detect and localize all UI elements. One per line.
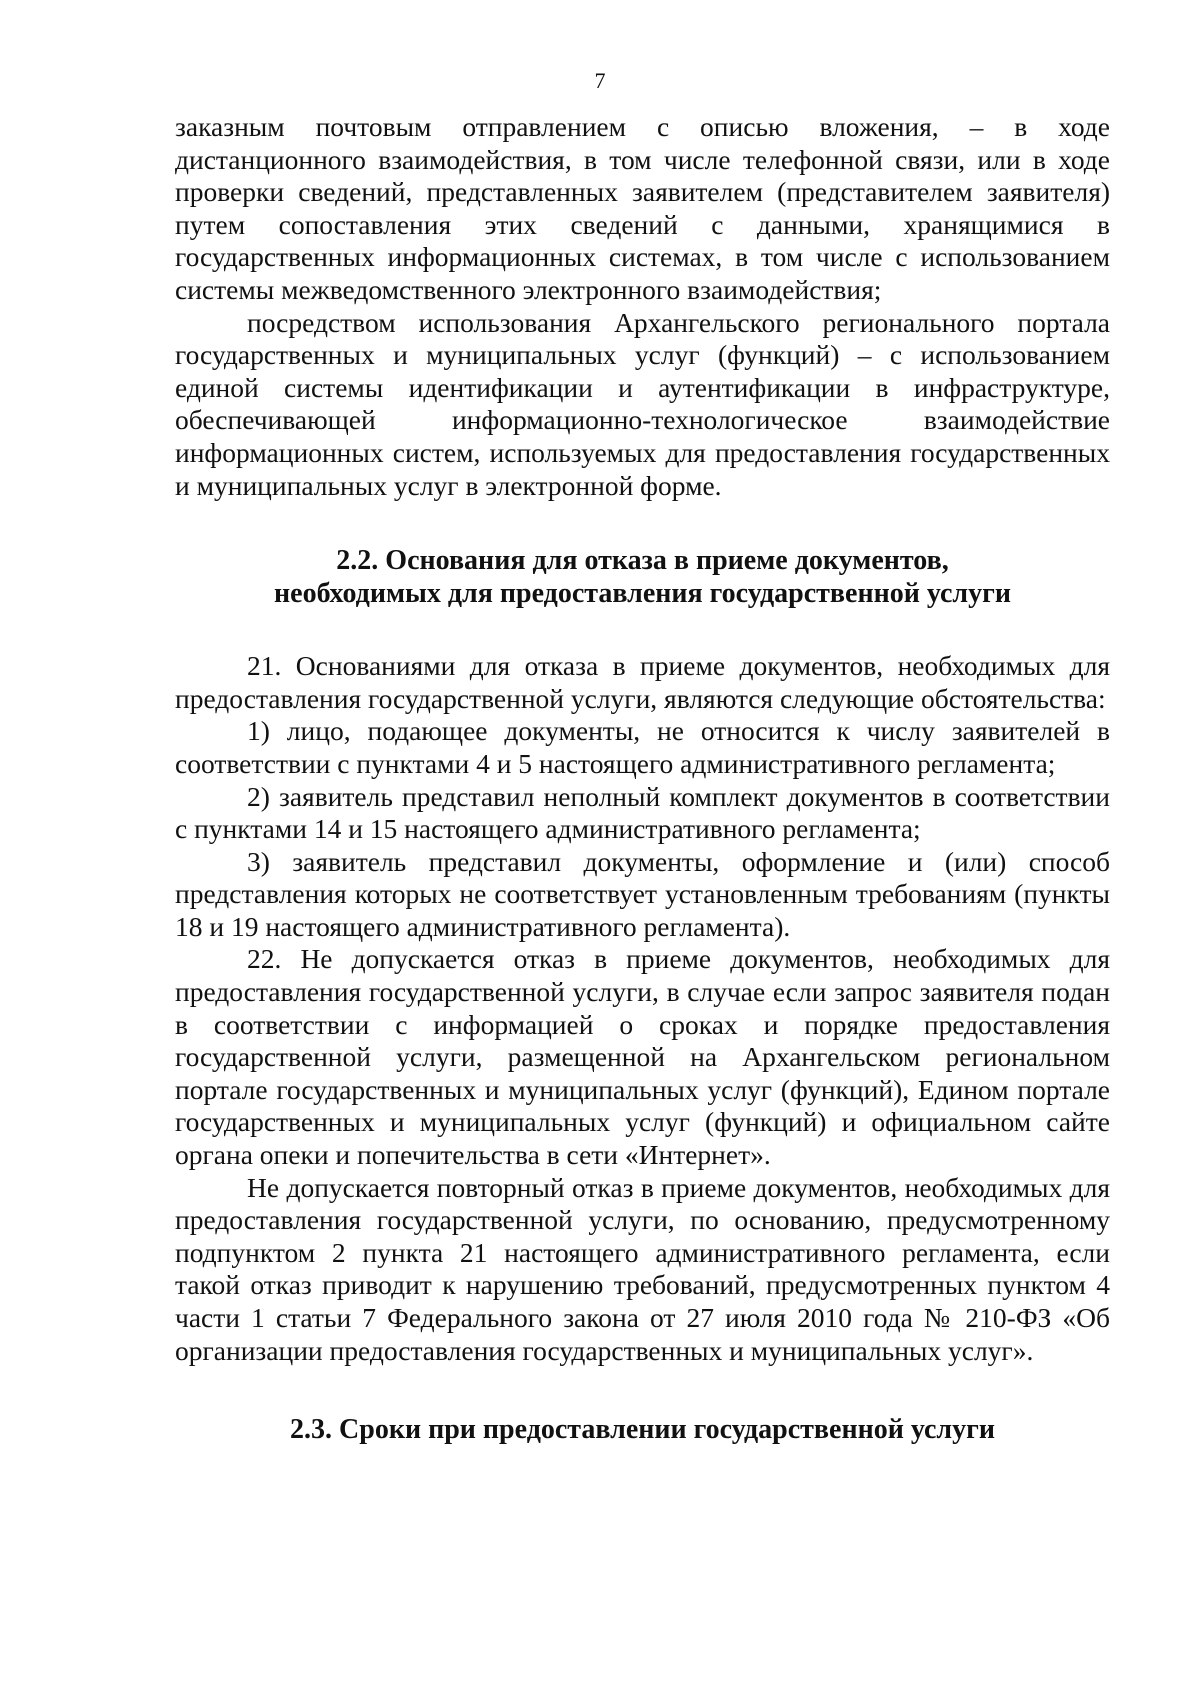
section-heading-2-2-line2: необходимых для предоставления государственной услуги: [274, 578, 1011, 610]
paragraph-21-item-1: 1) лицо, подающее документы, не относится к числу заявителей в соответствии с пунктами 4 и 5 настоящего административного регламента;: [175, 715, 1110, 779]
document-body: [175, 111, 1110, 1446]
paragraph-22: 22. Не допускается отказ в приеме документов, необходимых для предоставления государственной услуги, в случае если запрос заявителя подан в соответствии с информацией о сроках и порядке предоставления государственной услуги, размещенной на Архангельском региональном портале государственных и муниципальных услуг (функций), Едином портале государственных и муниципальных услуг (функций) и официальном сайте органа опеки и попечительства в сети «Интернет».: [175, 943, 1110, 1171]
paragraph-21: 21. Основаниями для отказа в приеме документов, необходимых для предоставления государственной услуги, являются следующие обстоятельства:: [175, 650, 1110, 714]
page-number: 7: [594, 68, 606, 93]
section-heading-2-2: [175, 544, 1110, 610]
paragraph-portal: посредством использования Архангельского регионального портала государственных и муниципальных услуг (функций) – с использованием единой системы идентификации и аутентификации в инфраструктуре, обеспечивающей информационно-технологическое взаимодействие информационных систем, используемых для предоставления государственных и муниципальных услуг в электронной форме.: [175, 306, 1110, 501]
paragraph-21-item-2: 2) заявитель представил неполный комплект документов в соответствии с пунктами 14 и 15 настоящего административного регламента;: [175, 780, 1110, 845]
section-heading-2-3: 2.3. Сроки при предоставлении государственной услуги: [290, 1414, 995, 1446]
paragraph-continuation: заказным почтовым отправлением с описью вложения, – в ходе дистанционного взаимодействия, в том числе телефонной связи, или в ходе проверки сведений, представленных заявителем (представителем заявителя) путем сопоставления этих сведений с данными, хранящимися в государственных информационных системах, в том числе с использованием системы межведомственного электронного взаимодействия;: [175, 111, 1110, 305]
paragraph-21-item-3: 3) заявитель представил документы, оформление и (или) способ представления которых не соответствует установленным требованиям (пункты 18 и 19 настоящего административного регламента).: [175, 845, 1110, 942]
section-heading-2-2-line1: 2.2. Основания для отказа в приеме документов,: [336, 545, 949, 577]
paragraph-22-repeat-refusal: Не допускается повторный отказ в приеме документов, необходимых для предоставления государственной услуги, по основанию, предусмотренному подпунктом 2 пункта 21 настоящего административного регламента, если такой отказ приводит к нарушению требований, предусмотренных пунктом 4 части 1 статьи 7 Федерального закона от 27 июля 2010 года № 210-ФЗ «Об организации предоставления государственных и муниципальных услуг».: [175, 1171, 1110, 1366]
